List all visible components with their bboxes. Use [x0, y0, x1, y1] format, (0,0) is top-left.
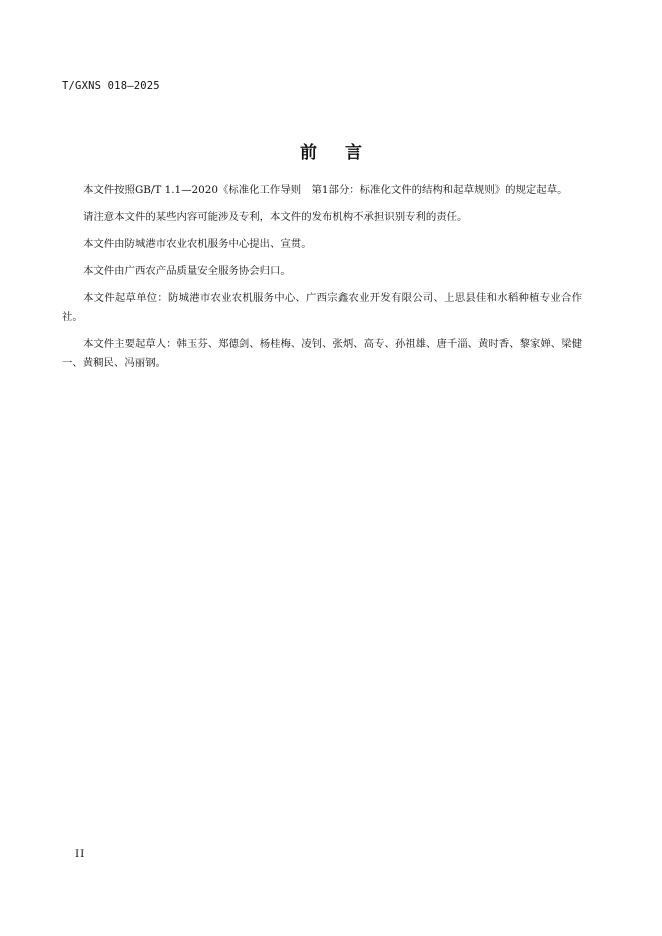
page-number: II: [75, 848, 86, 860]
page-title: 前言: [300, 143, 390, 163]
paragraph-centralized-unit: 本文件由广西农产品质量安全服务协会归口。: [83, 265, 291, 277]
paragraph-proposer: 本文件由防城港市农业农机服务中心提出、宣贯。: [83, 238, 312, 250]
paragraph-drafting-rules: 本文件按照GB/T 1.1—2020《标准化工作导则 第1部分：标准化文件的结构和起草规则》的规定起草。: [83, 184, 568, 196]
paragraph-drafting-units: 本文件起草单位：防城港市农业农机服务中心、广西宗鑫农业开发有限公司、上思县佳和水稻种植专业合作社。: [62, 292, 582, 323]
foreword-body: [62, 181, 582, 381]
paragraph-patent-notice: 请注意本文件的某些内容可能涉及专利，本文件的发布机构不承担识别专利的责任。: [83, 211, 468, 223]
paragraph-drafters: 本文件主要起草人：韩玉芬、郑德剑、杨桂梅、凌钊、张炳、高专、孙祖雄、唐千淄、黄时香、黎家婵、梁健一、黄稠民、冯丽钢。: [62, 338, 582, 369]
document-code: T/GXNS 018—2025: [62, 80, 160, 92]
